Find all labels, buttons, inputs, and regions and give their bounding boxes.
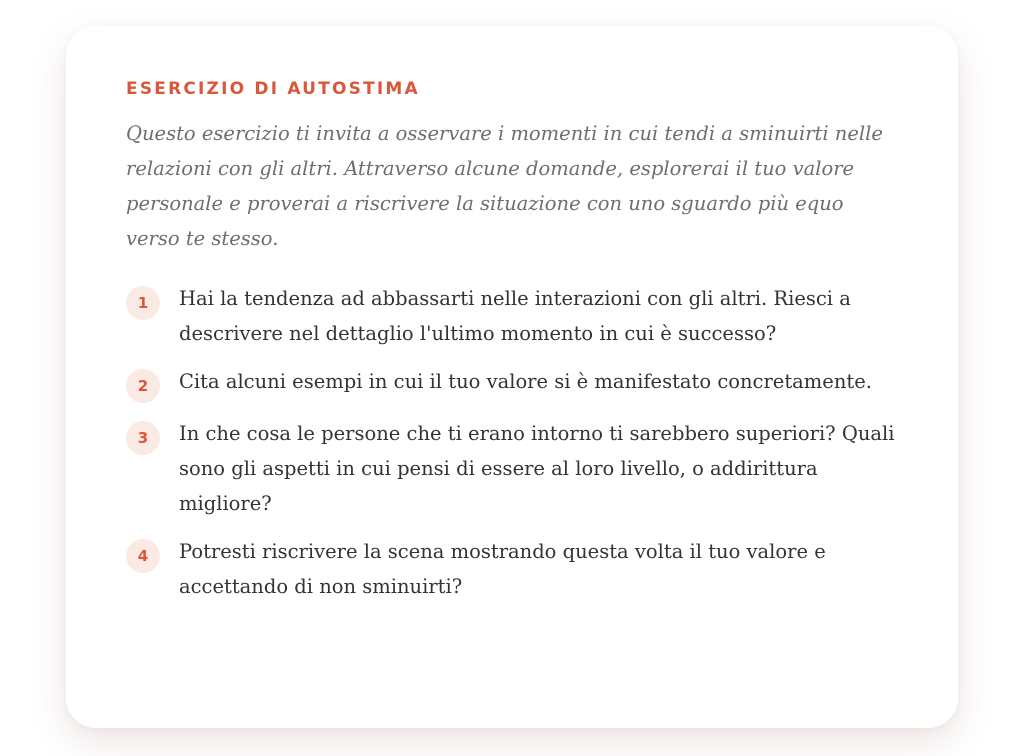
question-text: Cita alcuni esempi in cui il tuo valore si è manifestato concretamente. — [179, 370, 872, 393]
question-item — [126, 423, 898, 521]
question-list — [126, 288, 898, 604]
question-number-badge: 3 — [126, 421, 160, 455]
question-item — [126, 541, 898, 604]
question-item — [126, 288, 898, 351]
exercise-card — [66, 26, 958, 728]
exercise-eyebrow: ESERCIZIO DI AUTOSTIMA — [126, 79, 420, 99]
question-number-badge: 1 — [126, 286, 160, 320]
question-text: Hai la tendenza ad abbassarti nelle interazioni con gli altri. Riesci a descrivere nel dettaglio l'ultimo momento in cui è successo? — [179, 287, 851, 345]
question-number-badge: 2 — [126, 369, 160, 403]
question-number-badge: 4 — [126, 539, 160, 573]
exercise-intro: Questo esercizio ti invita a osservare i momenti in cui tendi a sminuirti nelle relazioni con gli altri. Attraverso alcune domande, esplorerai il tuo valore personale e proverai a riscrivere la situazione con uno sguardo più equo verso te stesso. — [126, 122, 883, 250]
question-text: In che cosa le persone che ti erano intorno ti sarebbero superiori? Quali sono gli aspetti in cui pensi di essere al loro livello, o addirittura migliore? — [179, 422, 895, 515]
question-item — [126, 371, 898, 403]
question-text: Potresti riscrivere la scena mostrando questa volta il tuo valore e accettando di non sminuirti? — [179, 540, 826, 598]
